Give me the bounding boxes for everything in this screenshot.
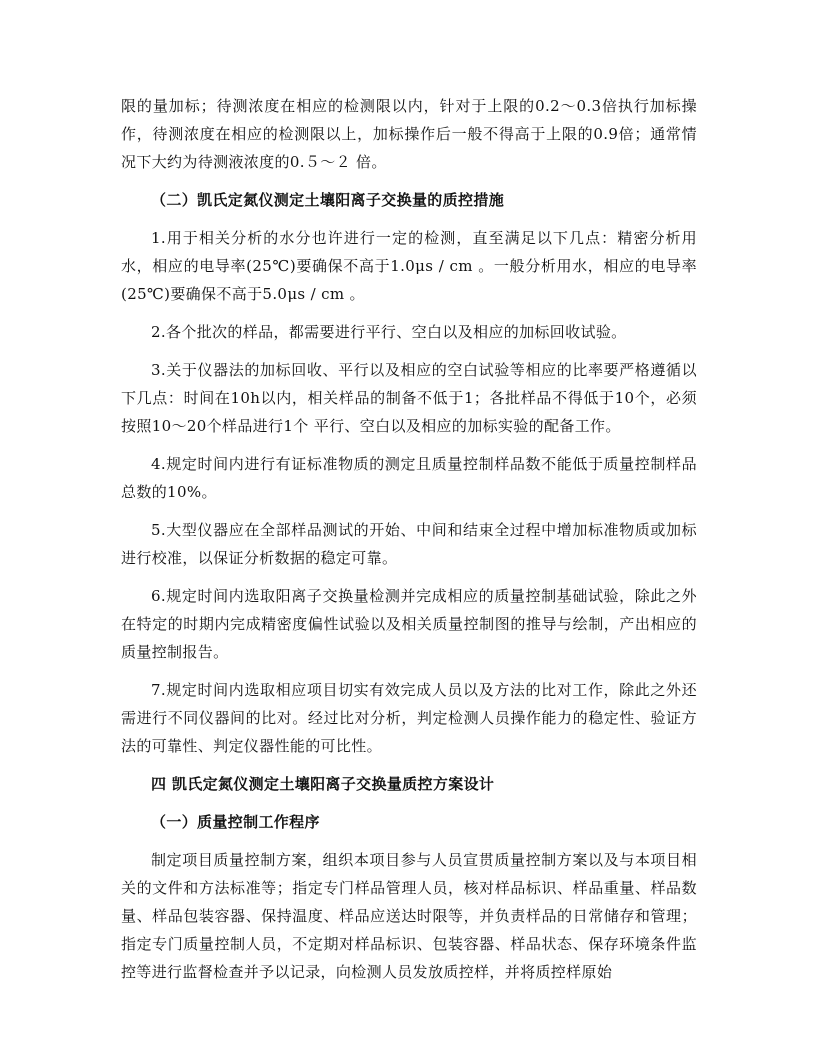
section-heading-qc-procedure: （一）质量控制工作程序 [151, 813, 320, 831]
paragraph-qc-procedure: 制定项目质量控制方案，组织本项目参与人员宣贯质量控制方案以及与本项目相关的文件和方法标准等；指定专门样品管理人员，核对样品标识、样品重量、样品数量、样品包装容器、保持温度、样品应送达时限等，并负责样品的日常储存和管理；指定专门质量控制人员，不定期对样品标识、包装容器、样品状态、保存环境条件监控等进行监督检查并予以记录，向检测人员发放质控样，并将质控样原始 [121, 851, 697, 981]
paragraph-item-5: 5.大型仪器应在全部样品测试的开始、中间和结束全过程中增加标准物质或加标进行校准，以保证分析数据的稳定可靠。 [121, 521, 697, 567]
paragraph-item-7: 7.规定时间内选取相应项目切实有效完成人员以及方法的比对工作，除此之外还需进行不同仪器间的比对。经过比对分析，判定检测人员操作能力的稳定性、验证方法的可靠性、判定仪器性能的可比性。 [121, 681, 697, 755]
paragraph-continuation: 限的量加标；待测浓度在相应的检测限以内，针对于上限的0.2～0.3倍执行加标操作，待测浓度在相应的检测限以上，加标操作后一般不得高于上限的0.9倍；通常情况下大约为待测液浓度的0.５～２ 倍。 [121, 97, 697, 171]
section-heading-qc-measures: （二）凯氏定氮仪测定土壤阳离子交换量的质控措施 [151, 191, 505, 209]
paragraph-item-2: 2.各个批次的样品，都需要进行平行、空白以及相应的加标回收试验。 [151, 323, 627, 341]
paragraph-item-4: 4.规定时间内进行有证标准物质的测定且质量控制样品数不能低于质量控制样品总数的10%。 [121, 455, 697, 501]
paragraph-item-6: 6.规定时间内选取阳离子交换量检测并完成相应的质量控制基础试验，除此之外在特定的时期内完成精密度偏性试验以及相关质量控制图的推导与绘制，产出相应的质量控制报告。 [121, 587, 697, 661]
paragraph-item-1: 1.用于相关分析的水分也许进行一定的检测，直至满足以下几点：精密分析用水，相应的电导率(25℃)要确保不高于1.0μs / cm 。一般分析用水，相应的电导率(25℃)要确保不高于5.0μs / cm 。 [121, 229, 697, 303]
document-page [121, 92, 697, 996]
paragraph-item-3: 3.关于仪器法的加标回收、平行以及相应的空白试验等相应的比率要严格遵循以下几点：时间在10h以内，相关样品的制备不低于1；各批样品不得低于10个，必须按照10～20个样品进行1个 平行、空白以及相应的加标实验的配备工作。 [121, 361, 697, 435]
chapter-heading-qc-design: 四 凯氏定氮仪测定土壤阳离子交换量质控方案设计 [151, 775, 495, 793]
